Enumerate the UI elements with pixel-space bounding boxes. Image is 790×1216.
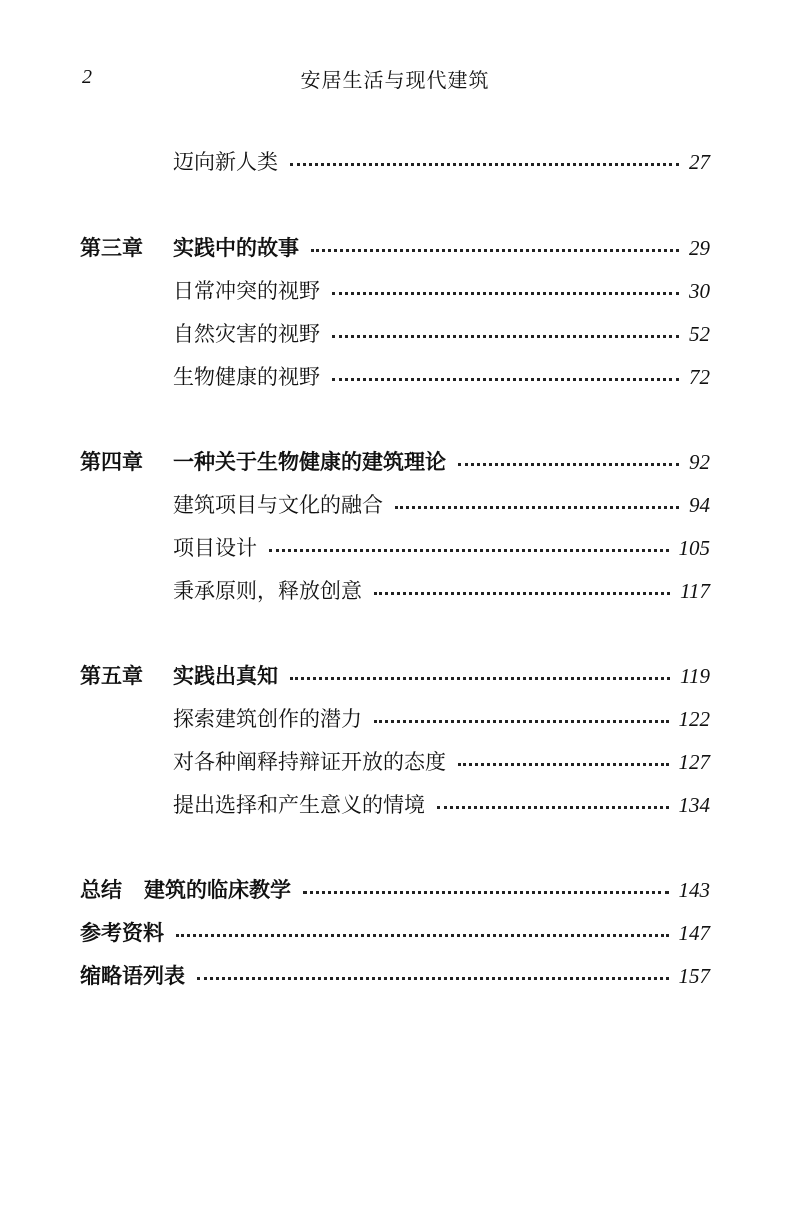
dot-leader [303,891,669,894]
toc-entry-page: 94 [689,493,710,517]
dot-leader [374,720,669,723]
toc-entry[interactable] [173,746,710,778]
toc-entry[interactable] [173,703,710,735]
toc-entry-title: 自然灾害的视野 [173,322,320,346]
dot-leader [290,677,670,680]
toc-entry-title: 探索建筑创作的潜力 [173,707,362,731]
running-title: 安居生活与现代建筑 [300,68,490,92]
summary-page: 143 [678,878,710,902]
dot-leader [197,977,669,980]
toc-references[interactable] [80,917,710,949]
toc-entry-page: 117 [680,579,710,603]
toc-entry-title: 生物健康的视野 [173,365,320,389]
toc-entry-title: 日常冲突的视野 [173,279,320,303]
toc-chapter-3[interactable] [80,232,710,264]
chapter-page: 92 [689,450,710,474]
toc-entry[interactable] [173,575,710,607]
toc-entry-title: 迈向新人类 [173,150,278,174]
page-number: 2 [82,66,92,88]
dot-leader [437,806,669,809]
toc-summary[interactable] [80,874,710,906]
toc-entry-page: 127 [678,750,710,774]
toc-entry-page: 105 [678,536,710,560]
toc-entry[interactable] [173,361,710,393]
toc-entry-title: 秉承原则，释放创意 [173,579,362,603]
abbreviations-page: 157 [678,964,710,988]
summary-label: 总结 [80,878,122,902]
abbreviations-title: 缩略语列表 [80,964,185,988]
references-title: 参考资料 [80,921,164,945]
toc-entry-title: 项目设计 [173,536,257,560]
dot-leader [176,934,669,937]
toc-entry-page: 134 [678,793,710,817]
toc-entry-page: 27 [689,150,710,174]
toc-entry-page: 72 [689,365,710,389]
toc-entry[interactable] [173,532,710,564]
chapter-title: 实践中的故事 [173,236,299,260]
toc-entry[interactable] [173,489,710,521]
dot-leader [311,249,679,252]
toc-entry[interactable] [173,275,710,307]
dot-leader [332,292,679,295]
toc-entry-page: 122 [678,707,710,731]
chapter-title: 实践出真知 [173,664,278,688]
dot-leader [332,335,679,338]
dot-leader [290,163,679,166]
toc-chapter-4[interactable] [80,446,710,478]
toc-entry-title: 建筑项目与文化的融合 [173,493,383,517]
summary-title: 建筑的临床教学 [144,878,291,902]
toc-entry[interactable] [173,318,710,350]
dot-leader [458,463,679,466]
chapter-label: 第四章 [80,450,143,474]
toc-entry-page: 52 [689,322,710,346]
chapter-label: 第三章 [80,236,143,260]
dot-leader [269,549,669,552]
chapter-page: 29 [689,236,710,260]
toc-entry-title: 提出选择和产生意义的情境 [173,793,425,817]
dot-leader [332,378,679,381]
toc-abbreviations[interactable] [80,960,710,992]
toc-entry[interactable] [173,789,710,821]
toc-entry[interactable] [173,146,710,178]
chapter-label: 第五章 [80,664,143,688]
toc-entry-title: 对各种阐释持辩证开放的态度 [173,750,446,774]
toc-entry-page: 30 [689,279,710,303]
dot-leader [458,763,669,766]
toc-chapter-5[interactable] [80,660,710,692]
dot-leader [395,506,679,509]
chapter-title: 一种关于生物健康的建筑理论 [173,450,446,474]
dot-leader [374,592,670,595]
chapter-page: 119 [680,664,710,688]
references-page: 147 [678,921,710,945]
